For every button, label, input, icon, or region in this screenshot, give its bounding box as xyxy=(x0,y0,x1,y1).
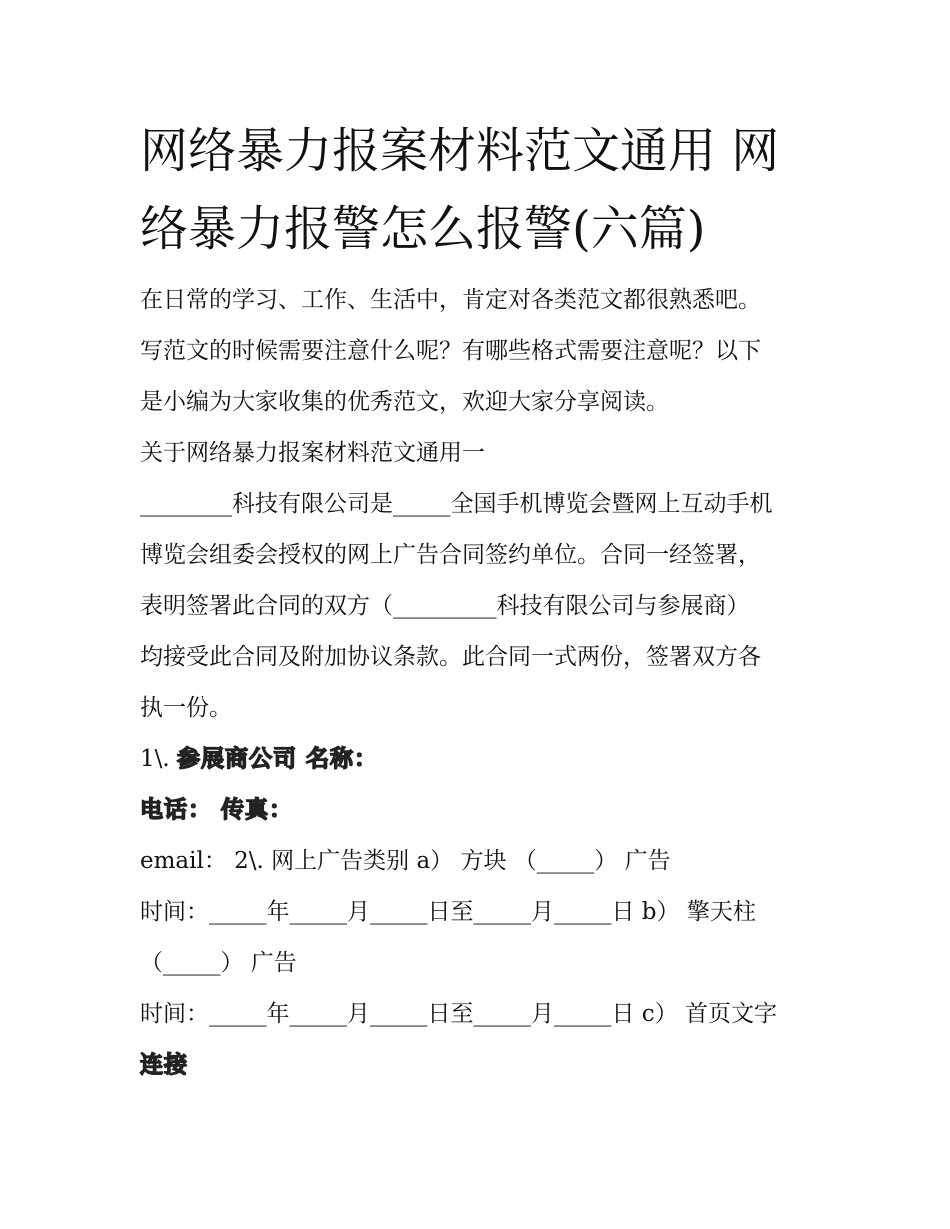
exhibitor-company-label: 参展商公司 名称： xyxy=(177,746,379,772)
paragraph-line: ________科技有限公司是_____全国手机博览会暨网上互动手机 xyxy=(140,491,773,517)
email-ad-type-line: email： 2\. 网上广告类别 a） 方块 （_____） 广告 xyxy=(140,848,671,874)
link-line xyxy=(140,1048,830,1082)
paragraph-line: 表明签署此合同的双方（_________科技有限公司与参展商） xyxy=(140,593,750,619)
section-heading: 关于网络暴力报案材料范文通用一 xyxy=(140,440,485,466)
document-title: 网络暴力报案材料范文通用 网络暴力报警怎么报警(六篇) xyxy=(140,123,780,257)
paragraph-line: 博览会组委会授权的网上广告合同签约单位。合同一经签署， xyxy=(140,542,761,568)
paragraph-line: 在日常的学习、工作、生活中，肯定对各类范文都很熟悉吧。 xyxy=(140,287,761,313)
paragraph-line: 是小编为大家收集的优秀范文，欢迎大家分享阅读。 xyxy=(140,389,669,415)
link-label: 连接 xyxy=(140,1052,188,1078)
paragraph-line: 均接受此合同及附加协议条款。此合同一式两份，签署双方各 xyxy=(140,644,761,670)
paragraph-line: 写范文的时候需要注意什么呢？有哪些格式需要注意呢？以下 xyxy=(140,338,761,364)
time-line-c: 时间：_____年_____月_____日至_____月_____日 c） 首页文字 xyxy=(140,1001,778,1027)
item-number: 1\. xyxy=(140,746,170,772)
exhibitor-name-line xyxy=(140,742,830,776)
banner-ad-line: （_____） 广告 xyxy=(140,950,297,976)
phone-fax-label: 电话： 传真： xyxy=(140,797,294,823)
time-line-b: 时间：_____年_____月_____日至_____月_____日 b） 擎天柱 xyxy=(140,899,756,925)
paragraph-line: 执一份。 xyxy=(140,695,232,721)
phone-fax-line xyxy=(140,793,830,827)
